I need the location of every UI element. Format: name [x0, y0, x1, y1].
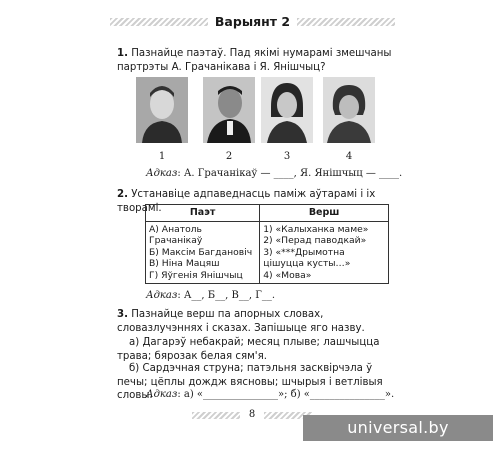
answer-blanks: : А. Грачанікаў — ____, Я. Янішчыц — ____. — [177, 168, 403, 179]
question-1 — [117, 47, 392, 74]
poet-item: А) Анатоль Грачанікаў — [149, 223, 203, 246]
poet-item: Б) Максім Багдановіч — [149, 246, 253, 258]
portrait-3 — [261, 77, 313, 143]
poem-list — [260, 221, 389, 284]
column-header-poet: Паэт — [146, 205, 260, 222]
table-row — [146, 221, 389, 284]
poet-list — [146, 221, 260, 284]
question-1-number: 1. — [117, 48, 128, 59]
poem-item: 4) «Мова» — [263, 269, 312, 281]
variant-title: Варыянт 2 — [214, 14, 291, 29]
question-2-text: Устанавіце адпаведнасць паміж аўтарамі і іх творамі. — [117, 189, 376, 214]
poem-item: 1) «Калыханка маме» — [263, 223, 369, 235]
portrait-4 — [323, 77, 375, 143]
question-2-number: 2. — [117, 189, 128, 200]
question-1-text: Пазнайце паэтаў. Пад якімі нумарамі змешчаны партрэты А. Грачанікава і Я. Янішчыц? — [117, 48, 392, 73]
question-3 — [117, 308, 397, 335]
answer-label: Адказ — [146, 168, 178, 179]
answer-label: Адказ — [146, 290, 178, 301]
answer-blanks: : а) «_______________»; б) «_______________». — [177, 389, 395, 400]
page-number: 8 — [248, 409, 256, 420]
question-3-number: 3. — [117, 309, 128, 320]
matching-table — [145, 204, 389, 284]
question-3-answer — [146, 389, 394, 400]
poem-item: 3) «***Дрымотна цішуцца кусты…» — [263, 246, 351, 269]
portrait-3-number: 3 — [283, 151, 291, 162]
watermark: universal.by — [303, 415, 493, 441]
answer-label: Адказ — [146, 389, 178, 400]
portrait-2 — [203, 77, 255, 143]
question-1-answer — [146, 168, 402, 179]
question-3-item-b: б) Сардэчная струна; патэльня засквірчэла ў печы; цёплы дождж вясновы; шчырыя і ветлівыя словы. — [117, 363, 383, 401]
question-2-answer — [146, 290, 275, 301]
header-hatch-left — [110, 18, 208, 26]
portrait-1 — [136, 77, 188, 143]
footer-hatch-left — [192, 412, 240, 419]
portrait-2-number: 2 — [225, 151, 233, 162]
poem-item: 2) «Перад паводкай» — [263, 235, 367, 246]
poet-item: В) Ніна Мацяш — [149, 258, 220, 269]
poet-item: Г) Яўгенія Янішчыц — [149, 269, 243, 281]
answer-blanks: : А__, Б__, В__, Г__. — [177, 290, 276, 301]
variant-header — [110, 14, 395, 30]
portrait-1-number: 1 — [158, 151, 166, 162]
question-3-text: Пазнайце верш па апорных словах, словазлучэннях і сказах. Запішыце яго назву. — [117, 309, 365, 334]
header-hatch-right — [297, 18, 395, 26]
portrait-4-number: 4 — [345, 151, 353, 162]
question-3-item-a: а) Дагарэў небакрай; месяц плыве; лашчыцца трава; бярозак белая сям'я. — [117, 337, 380, 362]
page-footer — [192, 409, 312, 423]
column-header-poem: Верш — [260, 205, 389, 222]
